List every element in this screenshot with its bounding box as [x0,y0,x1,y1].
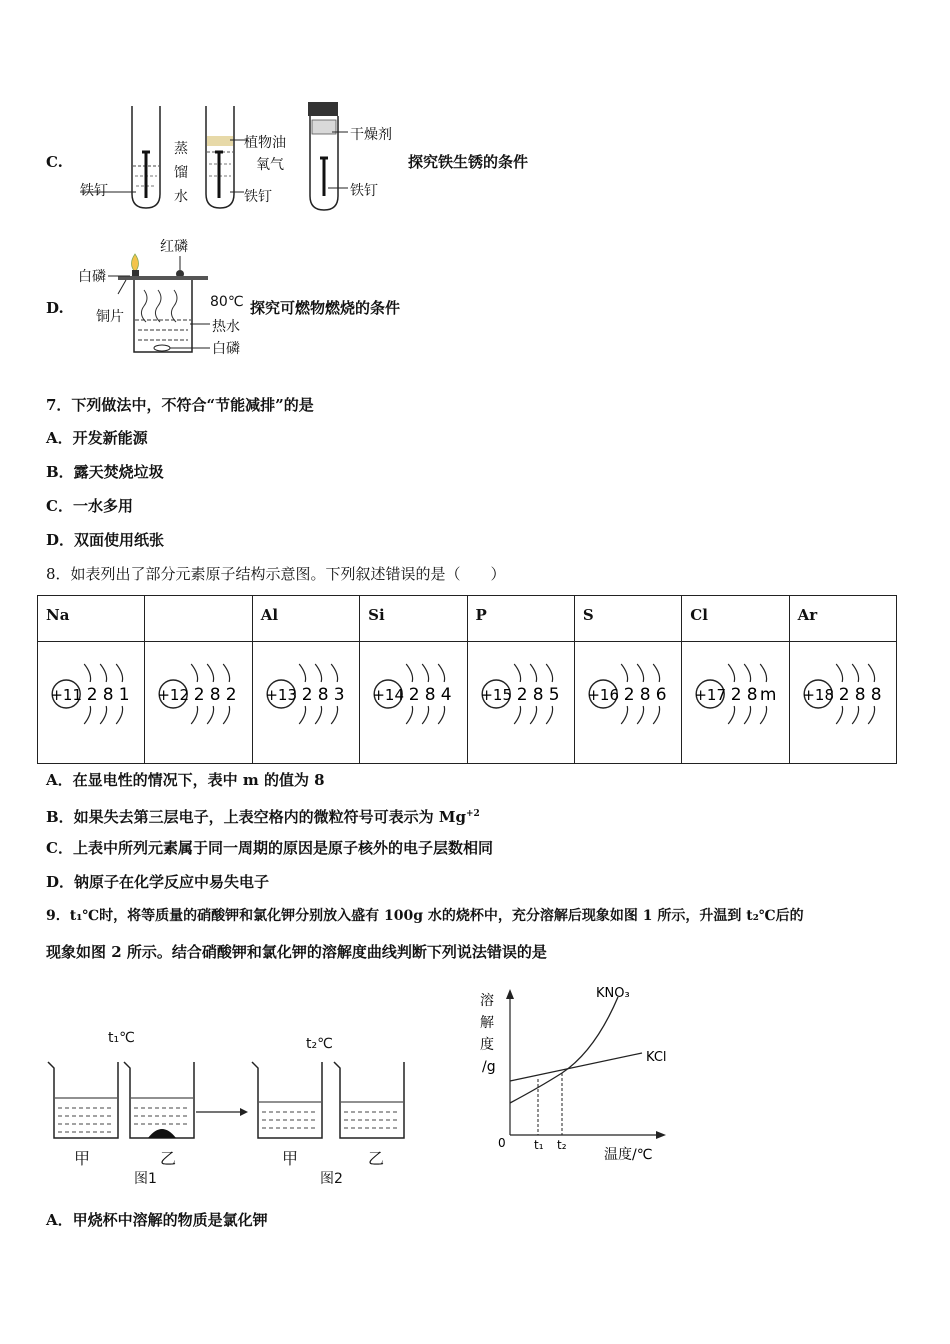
atom-structure-diagram [145,642,251,763]
atom-structure-diagram [360,642,466,763]
label-t1: t₁℃ [108,1030,135,1046]
shell-electron-count: 3 [333,685,345,705]
shell-electron-count: 8 [747,685,758,705]
label-fig1: 图1 [134,1171,157,1187]
header-cell: Na [38,596,145,642]
label-distilled-water-3: 水 [174,189,188,205]
label-hot-water: 热水 [212,319,240,335]
electron-shell-arc [299,664,305,682]
y-label-2: 解 [480,1015,494,1031]
label-nail-left: 铁钉 [80,183,108,199]
electron-shell-arc [744,706,750,724]
electron-shell-arc [546,706,552,724]
tick-t1: t₁ [534,1138,544,1152]
header-cell: Cl [682,596,789,642]
iron-nail-1 [142,152,150,198]
undissolved-solid [148,1129,176,1138]
electron-shell-arc [852,706,858,724]
atom-diagram-cell [789,642,896,764]
label-distilled-water-1: 蒸 [174,141,188,157]
iron-nail-2 [215,152,223,198]
q8-option-b-text: B．如果失去第三层电子，上表空格内的微粒符号可表示为 Mg [46,808,466,826]
beaker-yi-2 [334,1062,404,1138]
electron-shell-arc [621,706,627,724]
electron-shell-arc [422,664,428,682]
legend-kno3: KNO₃ [596,986,630,1001]
shell-electron-count: 6 [655,685,667,705]
electron-shell-arc [331,706,337,724]
atom-diagram-cell [145,642,252,764]
shell-electron-count: 8 [317,685,329,705]
electron-shell-arc [546,664,552,682]
caption-combustion: 探究可燃物燃烧的条件 [250,299,401,317]
electron-shell-arc [116,706,122,724]
electron-shell-arc [299,706,305,724]
shell-electron-count: 2 [226,685,237,705]
shell-electron-count: 8 [210,685,221,705]
atom-diagram-cell [252,642,359,764]
atom-diagram-cell [38,642,145,764]
y-label-4: /g [482,1059,496,1075]
shell-electron-count: 2 [86,685,98,705]
atom-structure-diagram [468,642,574,763]
electron-shell-arc [224,706,230,724]
shell-electron-count: 8 [870,685,882,705]
shell-electron-count: 2 [838,685,850,705]
shell-electron-count: 5 [548,685,560,705]
nucleus-charge: +12 [157,686,190,704]
electron-shell-arc [744,664,750,682]
electron-shell-arc [621,664,627,682]
electron-shell-arc [315,706,321,724]
q8-option-a: A．在显电性的情况下，表中 m 的值为 8 [46,771,325,789]
header-cell: Ar [789,596,896,642]
shell-electron-count: 8 [102,685,114,705]
shell-electron-count: 2 [731,685,742,705]
electron-shell-arc [100,664,106,682]
atom-structure-diagram [38,642,144,763]
header-cell: S [574,596,681,642]
electron-shell-arc [406,706,412,724]
electron-shell-arc [728,706,734,724]
q8-option-c: C．上表中所列元素属于同一周期的原因是原子核外的电子层数相同 [46,839,493,857]
electron-shell-arc [406,664,412,682]
atom-diagram-cell [467,642,574,764]
beaker-yi-1 [124,1062,194,1138]
atom-structure-diagram [682,642,788,763]
electron-shell-arc [637,706,643,724]
label-nail-right: 铁钉 [350,183,378,199]
label-t2: t₂℃ [306,1036,333,1052]
electron-shell-arc [116,664,122,682]
shell-electron-count: 8 [424,685,436,705]
legend-kcl: KCl [646,1050,667,1065]
electron-shell-arc [760,706,766,724]
y-label-3: 度 [480,1037,494,1053]
atom-diagram-cell [682,642,789,764]
electron-shell-arc [653,664,659,682]
atom-diagram-cell [360,642,467,764]
shell-electron-count: 2 [194,685,205,705]
nucleus-charge: +14 [372,686,405,704]
electron-shell-arc [728,664,734,682]
q8-option-b [46,804,480,827]
q7-option-d: D．双面使用纸张 [46,531,165,549]
electron-shell-arc [852,664,858,682]
series-kcl [510,1053,642,1081]
electron-shell-arc [224,664,230,682]
electron-shell-arc [836,664,842,682]
label-white-phosphorus-bottom: 白磷 [212,341,240,357]
electron-shell-arc [84,706,90,724]
label-red-phosphorus: 红磷 [160,239,188,255]
nucleus-charge: +18 [801,686,834,704]
electron-shell-arc [438,706,444,724]
atom-diagram-cell [574,642,681,764]
x-axis-label: 温度/℃ [604,1147,653,1163]
shell-electron-count: 8 [854,685,866,705]
electron-shell-arc [637,664,643,682]
q9-stem-line2: 现象如图 2 所示。结合硝酸钾和氯化钾的溶解度曲线判断下列说法错误的是 [46,943,547,961]
option-c-label: C. [46,153,63,171]
label-temperature: 80℃ [210,294,244,310]
label-copper-sheet: 铜片 [96,309,124,325]
shell-electron-count: 2 [623,685,635,705]
iron-nail-3 [320,158,328,196]
shell-electron-count: 2 [516,685,528,705]
q7-option-a: A．开发新能源 [46,429,148,447]
label-distilled-water-2: 馏 [174,165,188,181]
electron-shell-arc [836,706,842,724]
shell-electron-count: 1 [118,685,130,705]
shell-electron-count: 2 [301,685,313,705]
solubility-chart [470,975,690,1170]
q7-option-c: C．一水多用 [46,497,133,515]
arrow-icon [196,1108,248,1116]
beaker-jia-1 [48,1062,118,1138]
electron-shell-arc [653,706,659,724]
electron-shell-arc [514,706,520,724]
q9-stem-line1: 9．t₁℃时，将等质量的硝酸钾和氯化钾分别放入盛有 100g 水的烧杯中，充分溶解后现象如图 1 所示，升温到 t₂℃后的 [46,908,804,924]
electron-shell-arc [315,664,321,682]
electron-shell-arc [84,664,90,682]
electron-shell-arc [208,706,214,724]
q8-option-b-charge: +2 [466,809,480,819]
shell-electron-count: 2 [408,685,420,705]
label-desiccant: 干燥剂 [350,127,392,143]
shell-electron-count: m [760,685,777,705]
nucleus-charge: +16 [587,686,619,704]
header-cell: Si [360,596,467,642]
electron-shell-arc [331,664,337,682]
electron-shell-arc [438,664,444,682]
shell-electron-count: 8 [532,685,544,705]
q8-option-d: D．钠原子在化学反应中易失电子 [46,873,270,891]
label-oxygen: 氧气 [256,157,284,173]
label-fig2: 图2 [320,1171,343,1187]
electron-shell-arc [514,664,520,682]
copper-plate [118,276,208,280]
beaker-jia-2 [252,1062,322,1138]
y-axis [506,989,514,1135]
q8-stem: 8．如表列出了部分元素原子结构示意图。下列叙述错误的是（ ） [46,565,506,583]
electron-shell-arc [192,664,198,682]
electron-shell-arc [868,706,874,724]
header-cell: P [467,596,574,642]
atom-structure-diagram [790,642,896,763]
electron-shell-arc [868,664,874,682]
origin-label: 0 [498,1136,506,1150]
electron-shell-arc [422,706,428,724]
flame-icon [132,254,139,272]
label-yi-2: 乙 [368,1149,385,1168]
label-jia-1: 甲 [74,1149,91,1168]
shell-electron-count: 4 [440,685,452,705]
electron-shell-arc [208,664,214,682]
tick-t2: t₂ [557,1138,567,1152]
header-cell: Al [252,596,359,642]
label-yi-1: 乙 [160,1149,177,1168]
electron-shell-arc [760,664,766,682]
electron-shell-arc [530,664,536,682]
option-d-label: D. [46,299,64,317]
atom-structure-diagram [253,642,359,763]
nucleus-charge: +17 [694,686,727,704]
label-veg-oil: 植物油 [244,135,286,151]
electron-shell-arc [100,706,106,724]
caption-rust: 探究铁生锈的条件 [408,153,529,171]
rubber-stopper [308,102,338,116]
q7-stem: 7．下列做法中，不符合“节能减排”的是 [46,396,314,414]
nucleus-charge: +11 [50,686,83,704]
shell-electron-count: 8 [639,685,651,705]
white-phosphorus-bottom [154,345,170,351]
beakers-figure [44,1058,424,1143]
label-white-phosphorus-top: 白磷 [78,269,106,285]
header-cell [145,596,252,642]
nucleus-charge: +13 [265,686,297,704]
nucleus-charge: +15 [479,686,512,704]
rust-experiment-diagram [70,96,410,221]
electron-shell-arc [530,706,536,724]
label-jia-2: 甲 [282,1149,299,1168]
beaker [134,280,192,352]
y-label-1: 溶 [480,993,494,1009]
q7-option-b: B．露天焚烧垃圾 [46,463,164,481]
atom-structure-table [37,595,897,764]
atom-structure-diagram [575,642,681,763]
series-kno3 [510,997,618,1103]
label-nail-mid: 铁钉 [244,189,272,205]
q9-option-a: A．甲烧杯中溶解的物质是氯化钾 [46,1211,268,1229]
electron-shell-arc [192,706,198,724]
